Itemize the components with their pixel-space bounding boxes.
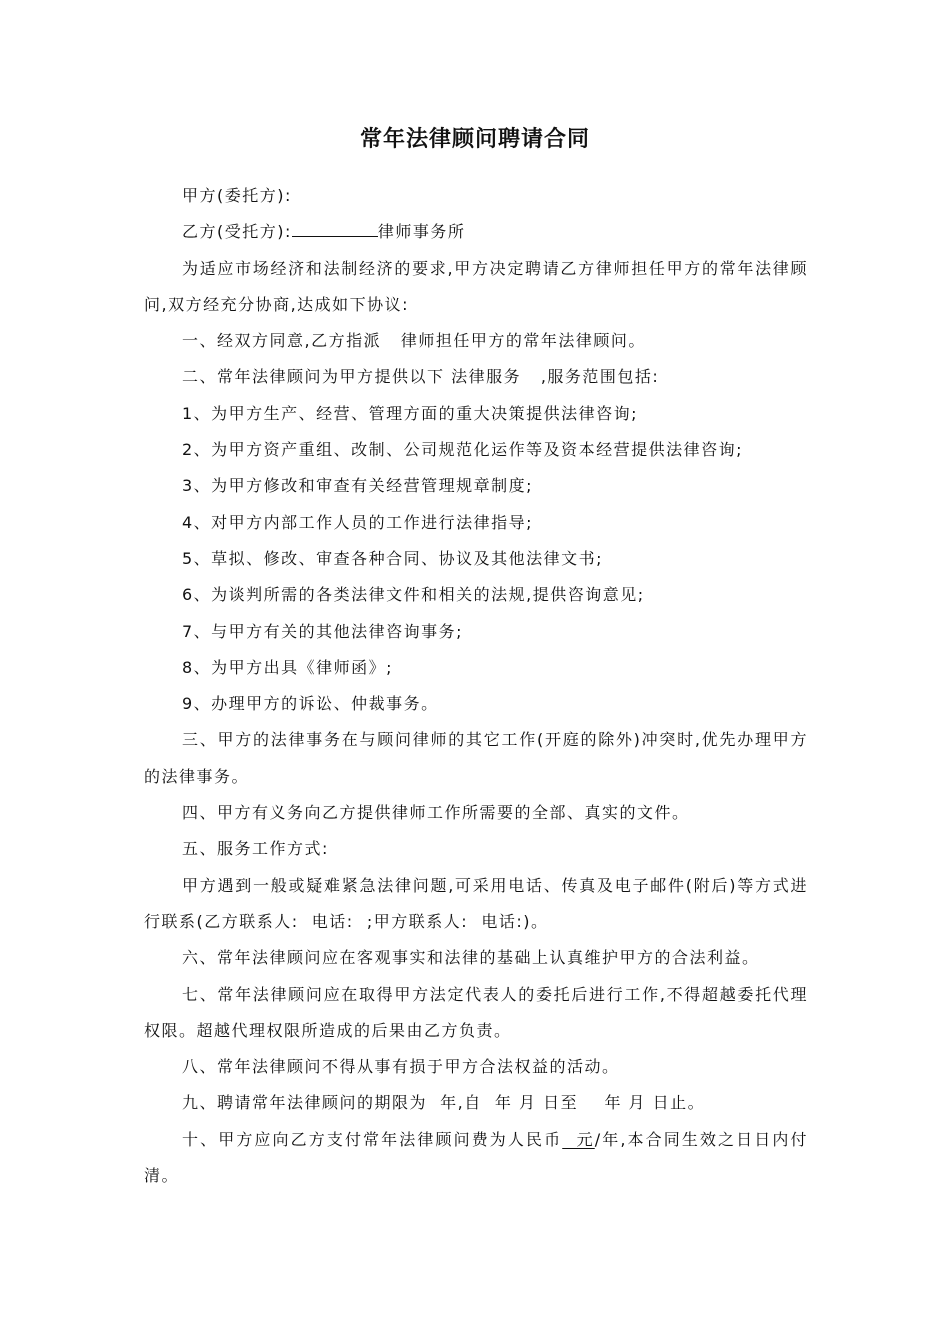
document-title: 常年法律顾问聘请合同	[359, 127, 590, 152]
clause-2: 二、常年法律顾问为甲方提供以下 法律服务 ,服务范围包括:	[182, 367, 660, 387]
clause-5: 五、服务工作方式:	[182, 839, 329, 859]
clause-6: 六、常年法律顾问应在客观事实和法律的基础上认真维护甲方的合法利益。	[182, 948, 760, 968]
service-item-6: 6、为谈判所需的各类法律文件和相关的法规,提供咨询意见;	[182, 585, 645, 605]
clause-10	[144, 1122, 808, 1195]
service-item-3: 3、为甲方修改和审查有关经营管理规章制度;	[182, 476, 534, 496]
service-item-9: 9、办理甲方的诉讼、仲裁事务。	[182, 694, 439, 714]
clause-10-prefix: 十、甲方应向乙方支付常年法律顾问费为人民币	[182, 1129, 563, 1149]
clause-7: 七、常年法律顾问应在取得甲方法定代表人的委托后进行工作,不得超越委托代理权限。超越代理权限所造成的后果由乙方负责。	[144, 984, 808, 1040]
clause-10-suffix: /年,本合同生效之日日内付清。	[144, 1129, 808, 1186]
intro-paragraph: 为适应市场经济和法制经济的要求,甲方决定聘请乙方律师担任甲方的常年法律顾问,双方经充分协商,达成如下协议:	[144, 258, 808, 314]
service-item-8: 8、为甲方出具《律师函》;	[182, 657, 394, 677]
service-item-7: 7、与甲方有关的其他法律咨询事务;	[182, 621, 464, 641]
law-firm-name-blank	[292, 218, 378, 237]
service-item-5: 5、草拟、修改、审查各种合同、协议及其他法律文书;	[182, 548, 604, 568]
clause-3: 三、甲方的法律事务在与顾问律师的其它工作(开庭的除外)冲突时,优先办理甲方的法律事务。	[144, 730, 808, 786]
document-body	[144, 178, 808, 1194]
party-b-firm-suffix: 律师事务所	[377, 222, 466, 242]
party-b-label: 乙方(受托方):	[182, 222, 292, 242]
clause-1: 一、经双方同意,乙方指派 律师担任甲方的常年法律顾问。	[182, 331, 646, 351]
clause-9: 九、聘请常年法律顾问的期限为 年,自 年 月 日至 年 月 日止。	[182, 1093, 706, 1113]
clause-8: 八、常年法律顾问不得从事有损于甲方合法权益的活动。	[182, 1057, 620, 1077]
service-item-1: 1、为甲方生产、经营、管理方面的重大决策提供法律咨询;	[182, 403, 639, 423]
party-b-line	[144, 214, 808, 250]
clause-5-detail: 甲方遇到一般或疑难紧急法律问题,可采用电话、传真及电子邮件(附后)等方式进行联系(乙方联系人: 电话: ;甲方联系人: 电话:)。	[144, 875, 808, 931]
party-a-line: 甲方(委托方):	[182, 186, 292, 205]
fee-amount-blank: 元	[562, 1129, 595, 1149]
clause-4: 四、甲方有义务向乙方提供律师工作所需要的全部、真实的文件。	[182, 803, 690, 823]
service-item-4: 4、对甲方内部工作人员的工作进行法律指导;	[182, 512, 534, 532]
service-item-2: 2、为甲方资产重组、改制、公司规范化运作等及资本经营提供法律咨询;	[182, 440, 744, 460]
